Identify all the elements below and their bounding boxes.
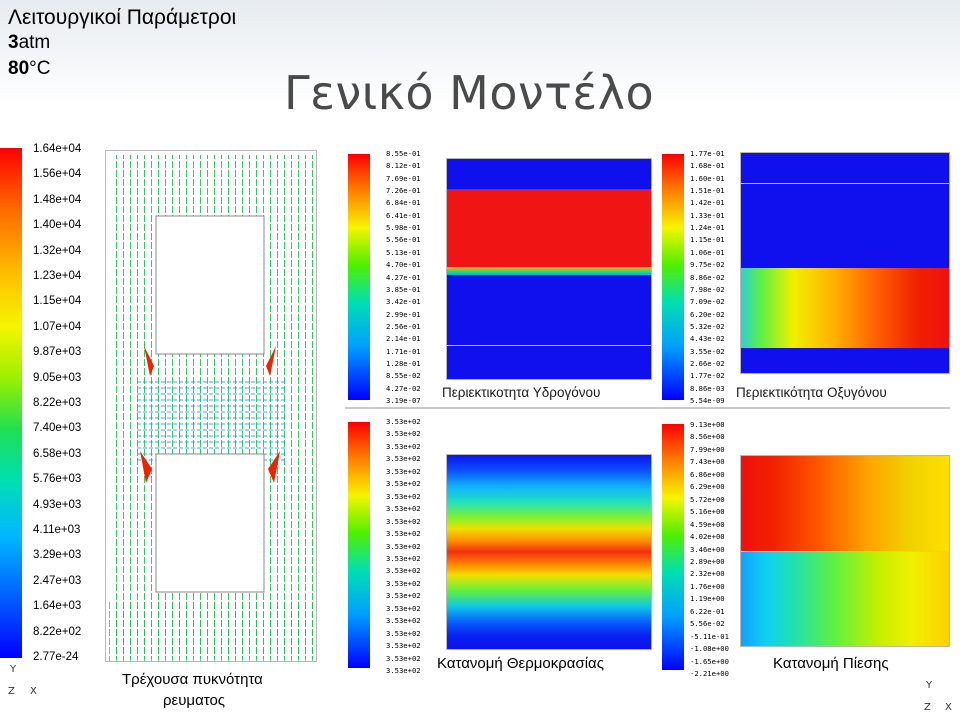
pressure-tick: 1.19e+00: [690, 594, 725, 604]
pressure-tick: 1.76e+00: [690, 581, 725, 591]
current-density-tick: 1.56e+04: [33, 168, 82, 181]
pressure-caption: Κατανομή Πίεσης: [773, 655, 889, 672]
oxygen-colorbar: [662, 154, 684, 400]
hydrogen-tick: 8.55e-02: [386, 371, 421, 381]
temperature-param: [8, 58, 50, 80]
pressure-value: 3: [8, 32, 19, 53]
axis-y-right: Y: [926, 680, 933, 691]
hydrogen-tick: 5.13e-01: [386, 247, 421, 257]
hydrogen-tick: 3.42e-01: [386, 297, 421, 307]
oxygen-tick: 6.20e-02: [690, 309, 725, 319]
oxygen-tick: 1.15e-01: [690, 235, 725, 245]
temperature-tick: 3.53e+02: [386, 441, 421, 451]
hydrogen-plot: [446, 158, 652, 380]
temperature-tick: 3.53e+02: [386, 529, 421, 539]
current-density-tick: 3.29e+03: [33, 549, 82, 562]
row-separator: [345, 407, 950, 409]
hydrogen-tick: 8.55e-01: [386, 149, 421, 158]
temperature-tick: 3.53e+02: [386, 591, 421, 601]
hydrogen-tick: 8.12e-01: [386, 161, 421, 171]
pressure-tick: 6.22e-01: [690, 606, 725, 616]
pressure-unit: atm: [18, 32, 51, 53]
hydrogen-tick: 6.41e-01: [386, 210, 421, 220]
pressure-ticks: [690, 420, 740, 682]
hydrogen-tick: 4.27e-01: [386, 272, 421, 282]
temperature-tick: 3.53e+02: [386, 616, 421, 626]
current-density-tick: 9.87e+03: [33, 346, 82, 359]
pressure-tick: 6.29e+00: [690, 482, 725, 492]
oxygen-tick: 7.09e-02: [690, 297, 725, 307]
oxygen-tick: 1.77e-02: [690, 371, 725, 381]
hydrogen-caption: Περιεκτικοτητα Υδρογόνου: [442, 385, 601, 400]
current-density-tick: 1.64e+04: [33, 143, 82, 155]
oxygen-tick: 1.24e-01: [690, 223, 725, 233]
pressure-tick: -1.65e+00: [690, 656, 729, 666]
oxygen-tick: 3.55e-02: [690, 346, 725, 356]
current-density-colorbar: [0, 148, 22, 658]
params-title: Λειτουργικοί Παράμετροι: [8, 6, 237, 29]
current-density-tick: 4.93e+03: [33, 498, 82, 511]
temperature-tick: 3.53e+02: [386, 417, 421, 426]
hydrogen-tick: 4.27e-02: [386, 383, 421, 393]
hydrogen-tick: 3.19e-07: [386, 396, 421, 405]
pressure-tick: 2.89e+00: [690, 556, 725, 566]
oxygen-tick: 5.54e-09: [690, 396, 725, 405]
oxygen-tick: 1.42e-01: [690, 198, 725, 208]
pressure-tick: -1.08e+00: [690, 644, 729, 654]
temperature-colorbar: [348, 422, 370, 668]
current-density-tick: 1.48e+04: [33, 193, 82, 206]
current-density-tick: 9.05e+03: [33, 371, 82, 384]
temperature-tick: 3.53e+02: [386, 553, 421, 563]
pressure-tick: 7.99e+00: [690, 444, 725, 454]
oxygen-tick: 1.06e-01: [690, 247, 725, 257]
axis-z-right: Z: [924, 702, 931, 713]
oxygen-tick: 1.60e-01: [690, 173, 725, 183]
current-density-tick: 1.07e+04: [33, 320, 82, 333]
temperature-plot: [446, 454, 652, 650]
temperature-caption: Κατανομή Θερμοκρασίας: [437, 655, 604, 672]
pressure-tick: 4.59e+00: [690, 519, 725, 529]
hydrogen-ticks: [386, 149, 436, 409]
axis-x-right: X: [945, 702, 952, 713]
axis-x-left: X: [30, 686, 37, 697]
current-density-tick: 1.64e+03: [33, 600, 82, 613]
current-density-tick: 2.77e-24: [33, 651, 79, 663]
lower-block: [156, 454, 264, 592]
pressure-tick: 5.72e+00: [690, 494, 725, 504]
hydrogen-tick: 7.69e-01: [386, 173, 421, 183]
hydrogen-tick: 2.99e-01: [386, 309, 421, 319]
oxygen-caption: Περιεκτικότητα Οξυγόνου: [736, 385, 887, 400]
pressure-tick: 9.13e+00: [690, 420, 725, 429]
current-density-caption-1: Τρέχουσα πυκνότητα: [122, 671, 263, 688]
axis-y-left: Y: [10, 664, 17, 675]
pressure-tick: -5.11e-01: [690, 631, 729, 641]
temperature-tick: 3.53e+02: [386, 454, 421, 464]
oxygen-tick: 5.32e-02: [690, 321, 725, 331]
current-density-tick: 1.15e+04: [33, 295, 82, 308]
oxygen-tick: 4.43e-02: [690, 334, 725, 344]
temperature-tick: 3.53e+02: [386, 479, 421, 489]
temperature-tick: 3.53e+02: [386, 516, 421, 526]
hydrogen-tick: 7.26e-01: [386, 186, 421, 196]
temperature-tick: 3.53e+02: [386, 641, 421, 651]
oxygen-tick: 1.51e-01: [690, 186, 725, 196]
temperature-tick: 3.53e+02: [386, 429, 421, 439]
pressure-tick: 7.43e+00: [690, 457, 725, 467]
hydrogen-tick: 5.56e-01: [386, 235, 421, 245]
temperature-unit: °C: [29, 58, 51, 79]
temperature-tick: 3.53e+02: [386, 566, 421, 576]
hydrogen-tick: 2.56e-01: [386, 321, 421, 331]
oxygen-tick: 7.98e-02: [690, 284, 725, 294]
oxygen-tick: 8.86e-03: [690, 383, 725, 393]
oxygen-plot: [740, 152, 950, 374]
oxygen-tick: 1.33e-01: [690, 210, 725, 220]
temperature-tick: 3.53e+02: [386, 578, 421, 588]
current-density-tick: 8.22e+02: [33, 625, 82, 638]
pressure-tick: 6.86e+00: [690, 469, 725, 479]
oxygen-tick: 1.77e-01: [690, 149, 725, 158]
oxygen-tick: 9.75e-02: [690, 260, 725, 270]
pressure-tick: 4.02e+00: [690, 532, 725, 542]
pressure-tick: 8.56e+00: [690, 432, 725, 442]
current-density-tick: 1.23e+04: [33, 270, 82, 282]
hydrogen-tick: 1.28e-01: [386, 358, 421, 368]
current-density-tick: 5.76e+03: [33, 473, 82, 486]
pressure-colorbar: [662, 424, 684, 670]
hydrogen-tick: 2.14e-01: [386, 334, 421, 344]
pressure-tick: 5.56e-02: [690, 619, 725, 629]
hydrogen-tick: 6.84e-01: [386, 198, 421, 208]
temperature-value: 80: [8, 58, 30, 79]
current-density-tick: 7.40e+03: [33, 422, 82, 435]
temperature-tick: 3.53e+02: [386, 491, 421, 501]
main-title: Γενικό Μοντέλο: [284, 66, 655, 120]
pressure-plot: [740, 455, 950, 647]
hydrogen-colorbar: [348, 154, 370, 400]
hydrogen-tick: 4.70e-01: [386, 260, 421, 270]
temperature-tick: 3.53e+02: [386, 603, 421, 613]
temperature-tick: 3.53e+02: [386, 466, 421, 476]
hydrogen-tick: 3.85e-01: [386, 284, 421, 294]
current-density-ticks: [33, 143, 93, 663]
temperature-tick: 3.53e+02: [386, 666, 421, 675]
axis-z-left: Z: [8, 686, 15, 697]
pressure-tick: 5.16e+00: [690, 507, 725, 517]
pressure-tick: 3.46e+00: [690, 544, 725, 554]
current-density-caption-2: ρευματος: [163, 692, 226, 709]
hydrogen-tick: 1.71e-01: [386, 346, 421, 356]
current-density-tick: 6.58e+03: [33, 447, 82, 460]
current-density-tick: 4.11e+03: [33, 524, 81, 536]
current-density-vector-field: [106, 151, 317, 662]
current-density-plot: [105, 150, 317, 662]
current-density-tick: 8.22e+03: [33, 397, 82, 409]
upper-block: [156, 216, 264, 354]
oxygen-ticks: [690, 149, 740, 409]
temperature-tick: 3.53e+02: [386, 628, 421, 638]
hydrogen-tick: 5.98e-01: [386, 223, 421, 233]
oxygen-tick: 8.86e-02: [690, 272, 725, 282]
current-density-tick: 2.47e+03: [33, 574, 82, 587]
temperature-tick: 3.53e+02: [386, 541, 421, 551]
pressure-tick: -2.21e+00: [690, 669, 729, 678]
current-density-tick: 1.40e+04: [33, 219, 82, 232]
temperature-tick: 3.53e+02: [386, 504, 421, 514]
oxygen-tick: 2.66e-02: [690, 358, 725, 368]
current-density-tick: 1.32e+04: [33, 244, 82, 257]
oxygen-tick: 1.68e-01: [690, 161, 725, 171]
pressure-param: [8, 32, 50, 54]
pressure-tick: 2.32e+00: [690, 569, 725, 579]
temperature-ticks: [386, 417, 436, 679]
temperature-tick: 3.53e+02: [386, 653, 421, 663]
